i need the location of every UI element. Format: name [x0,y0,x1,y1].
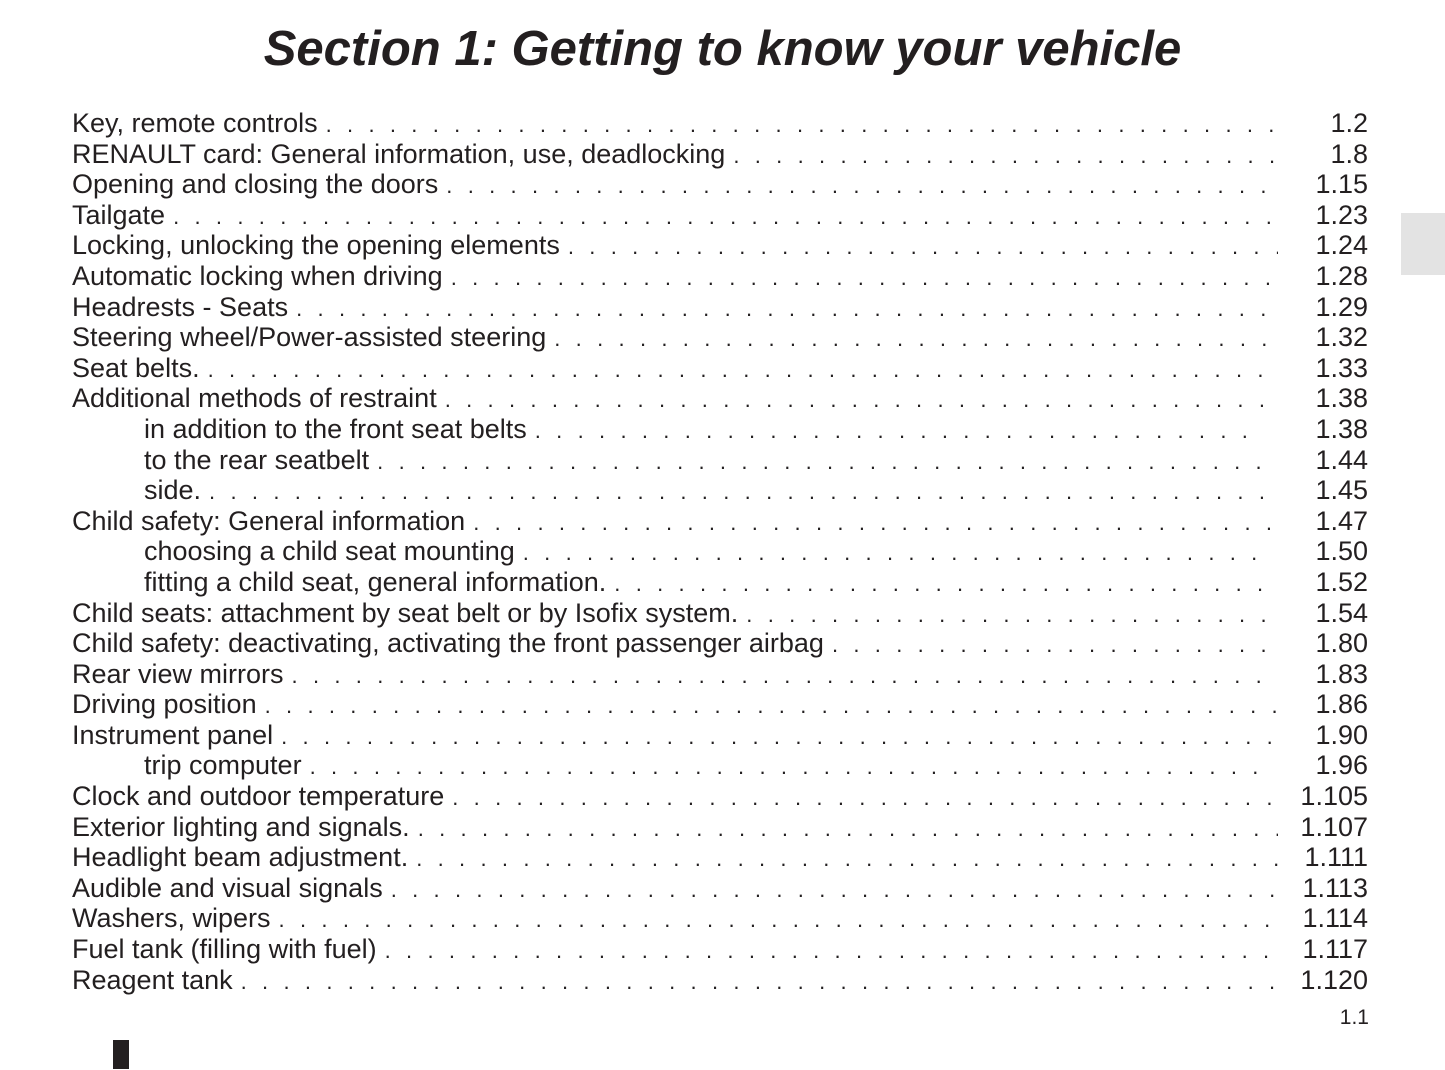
toc-entry-label: Fuel tank (filling with fuel) [72,934,377,965]
toc-entry-page: 1.29 [1315,291,1368,322]
toc-entry[interactable] [72,108,1368,139]
dot-leader [746,600,1278,631]
toc-entry-page: 1.38 [1315,383,1368,414]
toc-entry-page: 1.90 [1315,719,1368,750]
toc-entry-label: Steering wheel/Power-assisted steering [72,322,547,353]
dot-leader [416,844,1278,875]
toc-entry-page: 1.114 [1302,903,1368,934]
toc-subentry[interactable] [72,567,1368,598]
dot-leader [523,538,1264,569]
dot-leader [535,416,1264,447]
page-number: 1.1 [1339,1006,1369,1029]
dot-leader [452,783,1278,814]
dot-leader [279,905,1278,936]
toc-entry-page: 1.44 [1315,444,1368,475]
toc-entry[interactable] [72,903,1368,934]
toc-entry-page: 1.80 [1315,628,1368,659]
toc-entry-label: Exterior lighting and signals. [72,811,410,842]
toc-entry[interactable] [72,842,1368,873]
toc-entry-label: RENAULT card: General information, use, deadlocking [72,138,726,169]
toc-entry-page: 1.47 [1315,505,1368,536]
toc-entry[interactable] [72,720,1368,751]
dot-leader [326,110,1278,141]
toc-entry-page: 1.113 [1302,872,1368,903]
toc-entry-label: side. [144,475,202,506]
dot-leader [391,875,1278,906]
toc-entry-label: Audible and visual signals [72,872,383,903]
toc-entry-page: 1.45 [1315,475,1368,506]
toc-entry-page: 1.50 [1315,536,1368,567]
toc-entry-page: 1.96 [1315,750,1368,781]
toc-entry[interactable] [72,139,1368,170]
toc-entry-label: Child safety: General information [72,505,466,536]
toc-entry-page: 1.86 [1315,689,1368,720]
toc-entry[interactable] [72,200,1368,231]
dot-leader [310,752,1264,783]
toc-entry-label: Child safety: deactivating, activating the front passenger airbag [72,628,824,659]
toc-entry[interactable] [72,965,1368,996]
dot-leader [377,447,1264,478]
toc-subentry[interactable] [72,750,1368,781]
toc-entry-page: 1.120 [1300,964,1368,995]
toc-entry-page: 1.28 [1315,260,1368,291]
dot-leader [418,814,1278,845]
toc-entry-label: Automatic locking when driving [72,260,443,291]
toc-entry-page: 1.15 [1315,169,1368,200]
dot-leader [445,385,1278,416]
toc-entry[interactable] [72,506,1368,537]
toc-entry[interactable] [72,628,1368,659]
toc-entry[interactable] [72,873,1368,904]
dot-leader [265,691,1278,722]
toc-entry-label: Headlight beam adjustment. [72,842,409,873]
toc-entry-label: Rear view mirrors [72,658,284,689]
toc-entry-page: 1.33 [1315,352,1368,383]
toc-entry-label: Instrument panel [72,719,274,750]
toc-entry-page: 1.83 [1315,658,1368,689]
toc-entry-page: 1.24 [1315,230,1368,261]
dot-leader [451,263,1278,294]
toc-entry-label: trip computer [144,750,302,781]
table-of-contents [72,108,1368,995]
dot-leader [733,141,1278,172]
dot-leader [208,355,1278,386]
toc-entry-label: to the rear seatbelt [144,444,370,475]
toc-entry[interactable] [72,934,1368,965]
toc-entry[interactable] [72,292,1368,323]
toc-entry-label: Washers, wipers [72,903,271,934]
dot-leader [281,722,1278,753]
toc-entry-page: 1.32 [1315,322,1368,353]
toc-entry-page: 1.2 [1330,108,1368,138]
toc-entry-page: 1.117 [1302,934,1368,965]
dot-leader [614,569,1264,600]
toc-entry-label: Seat belts. [72,352,200,383]
dot-leader [209,477,1264,508]
toc-entry-page: 1.107 [1300,811,1368,842]
dot-leader [568,232,1278,263]
toc-entry-label: Headrests - Seats [72,291,289,322]
toc-entry[interactable] [72,659,1368,690]
toc-entry[interactable] [72,169,1368,200]
toc-entry-label: Tailgate [72,199,166,230]
page-title: Section 1: Getting to know your vehicle [263,22,1182,76]
toc-subentry[interactable] [72,475,1368,506]
section-side-tab [1401,213,1445,275]
corner-print-mark [113,1040,129,1069]
toc-entry-label: Key, remote controls [72,108,318,138]
toc-entry[interactable] [72,383,1368,414]
toc-entry[interactable] [72,261,1368,292]
toc-entry-label: Locking, unlocking the opening elements [72,230,560,261]
toc-entry-label: choosing a child seat mounting [144,536,515,567]
dot-leader [292,661,1278,692]
toc-entry-label: Reagent tank [72,964,233,995]
toc-entry[interactable] [72,812,1368,843]
dot-leader [446,171,1278,202]
toc-entry[interactable] [72,689,1368,720]
toc-entry-label: Additional methods of restraint [72,383,437,414]
toc-entry-page: 1.8 [1330,138,1368,169]
toc-entry-page: 1.52 [1315,566,1368,597]
toc-entry[interactable] [72,353,1368,384]
toc-entry-page: 1.54 [1315,597,1368,628]
dot-leader [554,324,1278,355]
toc-entry-page: 1.111 [1304,842,1368,873]
dot-leader [296,294,1278,325]
dot-leader [241,967,1278,998]
toc-entry[interactable] [72,598,1368,629]
toc-entry-label: fitting a child seat, general information. [144,566,607,597]
toc-subentry[interactable] [72,414,1368,445]
toc-entry-label: Clock and outdoor temperature [72,781,445,812]
dot-leader [385,936,1278,967]
toc-entry-label: Driving position [72,689,257,720]
toc-entry[interactable] [72,322,1368,353]
toc-entry-page: 1.23 [1315,199,1368,230]
toc-entry[interactable] [72,781,1368,812]
dot-leader [832,630,1278,661]
toc-entry-label: in addition to the front seat belts [144,413,527,444]
toc-entry[interactable] [72,230,1368,261]
toc-entry-label: Opening and closing the doors [72,169,439,200]
toc-entry-label: Child seats: attachment by seat belt or by Isofix system. [72,597,739,628]
toc-entry-page: 1.105 [1300,781,1368,812]
toc-subentry[interactable] [72,445,1368,476]
toc-entry-page: 1.38 [1315,413,1368,444]
dot-leader [173,202,1278,233]
toc-subentry[interactable] [72,536,1368,567]
dot-leader [473,508,1278,539]
